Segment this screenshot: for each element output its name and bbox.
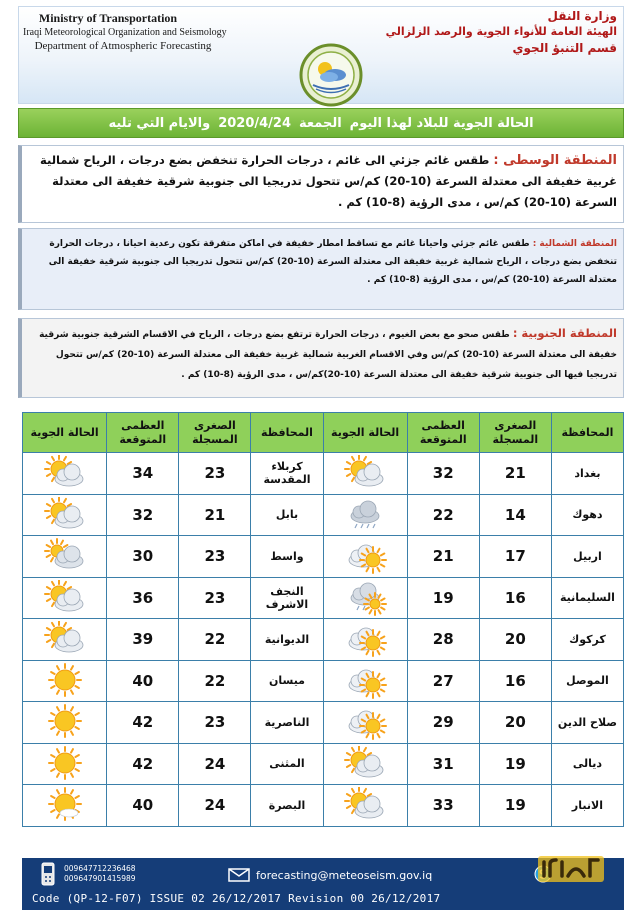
- weather-state-cell: [323, 702, 407, 744]
- region-north: [18, 228, 624, 310]
- table-row: [23, 453, 624, 495]
- max-temp: 31: [407, 743, 479, 785]
- phone-number: 009647901415989: [64, 874, 136, 883]
- department-name-en: Department of Atmospheric Forecasting: [34, 40, 212, 52]
- max-temp: 19: [407, 577, 479, 619]
- province-name: السليمانية: [551, 577, 623, 619]
- watermark-logo: [536, 850, 606, 886]
- weather-state-cell: [23, 619, 107, 661]
- weather-state-cell: [323, 494, 407, 536]
- min-temp: 19: [479, 785, 551, 827]
- weather-state-cell: [323, 660, 407, 702]
- weather-state-cell: [323, 619, 407, 661]
- region-north-text: طقس غائم جزئي واحيانا غائم مع تساقط امطار خفيفة في اماكن متفرقة تكون رعدية احيانا ، درجات الحرارة تنخفض بضع درجات ، الرياح شمالية غربية خفيفة الى معتدلة السرعة (10-20) كم/س تتحول تدريجيا الى جنوبية شرقية خفيفة الى معتدلة السرعة (10-20) كم/س ، مدى الرؤية (8-10) كم .: [48, 239, 617, 285]
- header-province: المحافظة: [551, 413, 623, 453]
- header-state: الحالة الجوية: [23, 413, 107, 453]
- rain-cloud-icon: [333, 497, 397, 533]
- max-temp: 30: [107, 536, 179, 578]
- province-name: البصرة: [251, 785, 323, 827]
- cloudy-sun-icon: [333, 538, 397, 574]
- province-name: بابل: [251, 494, 323, 536]
- region-central-name: المنطقة الوسطى :: [493, 153, 617, 168]
- document-code-line: Code (QP-12-F07) ISSUE 02 26/12/2017 Revision 00 26/12/2017: [32, 892, 441, 905]
- header-arabic-block: [367, 9, 617, 55]
- partly-cloudy-icon: [33, 580, 97, 616]
- cloudy-sun-icon: [333, 621, 397, 657]
- province-name: دهوك: [551, 494, 623, 536]
- partly-cloudy-icon: [33, 621, 97, 657]
- max-temp: 42: [107, 702, 179, 744]
- max-temp: 36: [107, 577, 179, 619]
- min-temp: 19: [479, 743, 551, 785]
- phone-number: 009647712236468: [64, 864, 136, 873]
- sunny-cloud-icon: [33, 787, 97, 823]
- max-temp: 39: [107, 619, 179, 661]
- weather-state-cell: [23, 577, 107, 619]
- department-name-ar: قسم التنبؤ الجوي: [512, 41, 617, 55]
- table-row: [23, 743, 624, 785]
- min-temp: 20: [479, 702, 551, 744]
- weather-state-cell: [23, 536, 107, 578]
- cloudy-rain-icon: [333, 580, 397, 616]
- title-date: 2020/4/24: [218, 115, 292, 131]
- table-row: [23, 536, 624, 578]
- partly-cloudy-icon: [33, 497, 97, 533]
- min-temp: 14: [479, 494, 551, 536]
- province-name: المثنى: [251, 743, 323, 785]
- title-prefix: الحالة الجوية للبلاد لهذا اليوم: [349, 115, 534, 131]
- ministry-name-en: Ministry of Transportation: [38, 11, 178, 25]
- min-temp: 16: [479, 577, 551, 619]
- province-name: كركوك: [551, 619, 623, 661]
- max-temp: 29: [407, 702, 479, 744]
- min-temp: 23: [179, 577, 251, 619]
- cloudy-sun-icon: [333, 663, 397, 699]
- min-temp: 22: [179, 660, 251, 702]
- table-header-row: [23, 413, 624, 453]
- header-province: المحافظة: [251, 413, 323, 453]
- min-temp: 16: [479, 660, 551, 702]
- max-temp: 27: [407, 660, 479, 702]
- province-name: ديالى: [551, 743, 623, 785]
- weather-state-cell: [323, 743, 407, 785]
- partly-cloudy-icon: [333, 787, 397, 823]
- min-temp: 20: [479, 619, 551, 661]
- min-temp: 21: [479, 453, 551, 495]
- max-temp: 21: [407, 536, 479, 578]
- weather-state-cell: [23, 660, 107, 702]
- max-temp: 32: [407, 453, 479, 495]
- province-name: بغداد: [551, 453, 623, 495]
- weather-state-cell: [323, 453, 407, 495]
- organization-logo: [291, 41, 371, 111]
- table-row: [23, 494, 624, 536]
- max-temp: 33: [407, 785, 479, 827]
- phone-numbers: [64, 864, 136, 884]
- province-name: واسط: [251, 536, 323, 578]
- weather-state-cell: [323, 785, 407, 827]
- header-min: الصغرى المسجلة: [479, 413, 551, 453]
- cloudy-icon: [33, 538, 97, 574]
- header-english-block: [23, 11, 253, 52]
- max-temp: 28: [407, 619, 479, 661]
- region-south: [18, 318, 624, 398]
- cloudy-sun-icon: [333, 704, 397, 740]
- partly-cloudy-icon: [333, 746, 397, 782]
- header-max: العظمى المتوقعة: [407, 413, 479, 453]
- organization-name-ar: الهيئة العامة للأنواء الجوية والرصد الزلزالي: [385, 25, 617, 38]
- table-row: [23, 619, 624, 661]
- phone-icon: [40, 862, 56, 886]
- title-day: الجمعة: [299, 115, 342, 131]
- weather-state-cell: [23, 785, 107, 827]
- weather-state-cell: [23, 702, 107, 744]
- weather-state-cell: [323, 536, 407, 578]
- table-row: [23, 660, 624, 702]
- province-name: اربيل: [551, 536, 623, 578]
- min-temp: 23: [179, 536, 251, 578]
- province-name: كربلاء المقدسة: [251, 453, 323, 495]
- title-suffix: والايام التي تليه: [108, 115, 211, 131]
- province-name: الانبار: [551, 785, 623, 827]
- forecast-table: [22, 412, 624, 827]
- province-name: ميسان: [251, 660, 323, 702]
- sunny-icon: [33, 663, 97, 699]
- partly-cloudy-icon: [333, 455, 397, 491]
- weather-state-cell: [23, 494, 107, 536]
- partly-cloudy-icon: [33, 455, 97, 491]
- mail-icon: [228, 868, 250, 882]
- province-name: النجف الاشرف: [251, 577, 323, 619]
- min-temp: 24: [179, 785, 251, 827]
- province-name: صلاح الدين: [551, 702, 623, 744]
- region-central: [18, 145, 624, 223]
- max-temp: 40: [107, 785, 179, 827]
- max-temp: 40: [107, 660, 179, 702]
- contact-email[interactable]: forecasting@meteoseism.gov.iq: [256, 869, 433, 882]
- min-temp: 17: [479, 536, 551, 578]
- province-name: الموصل: [551, 660, 623, 702]
- weather-state-cell: [23, 743, 107, 785]
- report-title-bar: [18, 108, 624, 138]
- region-south-name: المنطقة الجنوبية :: [512, 326, 617, 340]
- min-temp: 23: [179, 702, 251, 744]
- sunny-icon: [33, 704, 97, 740]
- header-max: العظمى المتوقعة: [107, 413, 179, 453]
- min-temp: 24: [179, 743, 251, 785]
- weather-state-cell: [23, 453, 107, 495]
- report-footer: [22, 858, 624, 910]
- max-temp: 32: [107, 494, 179, 536]
- weather-state-cell: [323, 577, 407, 619]
- region-central-text: طقس غائم جزئي الى غائم ، درجات الحرارة تنخفض بضع درجات ، الرياح شمالية غربية خفيفة الى معتدلة السرعة (10-20) كم/س تتحول تدريجيا الى جنوبية شرقية خفيفة الى معتدلة السرعة (10-20) كم/س ، مدى الرؤية (8-10) كم .: [40, 153, 617, 209]
- header-state: الحالة الجوية: [323, 413, 407, 453]
- sunny-icon: [33, 746, 97, 782]
- max-temp: 42: [107, 743, 179, 785]
- table-row: [23, 785, 624, 827]
- province-name: الديوانية: [251, 619, 323, 661]
- organization-name-en: Iraqi Meteorological Organization and Seismology: [23, 27, 227, 38]
- region-north-name: المنطقة الشمالية :: [532, 239, 617, 249]
- table-row: [23, 577, 624, 619]
- min-temp: 21: [179, 494, 251, 536]
- report-header: [18, 6, 624, 104]
- max-temp: 22: [407, 494, 479, 536]
- min-temp: 22: [179, 619, 251, 661]
- province-name: الناصرية: [251, 702, 323, 744]
- min-temp: 23: [179, 453, 251, 495]
- region-south-text: طقس صحو مع بعض الغيوم ، درجات الحرارة ترتفع بضع درجات ، الرياح في الاقسام الشرقية جنوبية شرقية خفيفة الى معتدلة السرعة (10-20) كم/س وفي الاقسام الغربية شمالية غربية خفيفة الى معتدلة السرعة (10-20) كم/س تتحول تدريجيا فيها الى جنوبية شرقية خفيفة الى معتدلة السرعة (10-20)كم/س ، مدى الرؤية (8-10) كم .: [39, 330, 617, 380]
- header-min: الصغرى المسجلة: [179, 413, 251, 453]
- table-row: [23, 702, 624, 744]
- ministry-name-ar: وزارة النقل: [547, 9, 617, 23]
- max-temp: 34: [107, 453, 179, 495]
